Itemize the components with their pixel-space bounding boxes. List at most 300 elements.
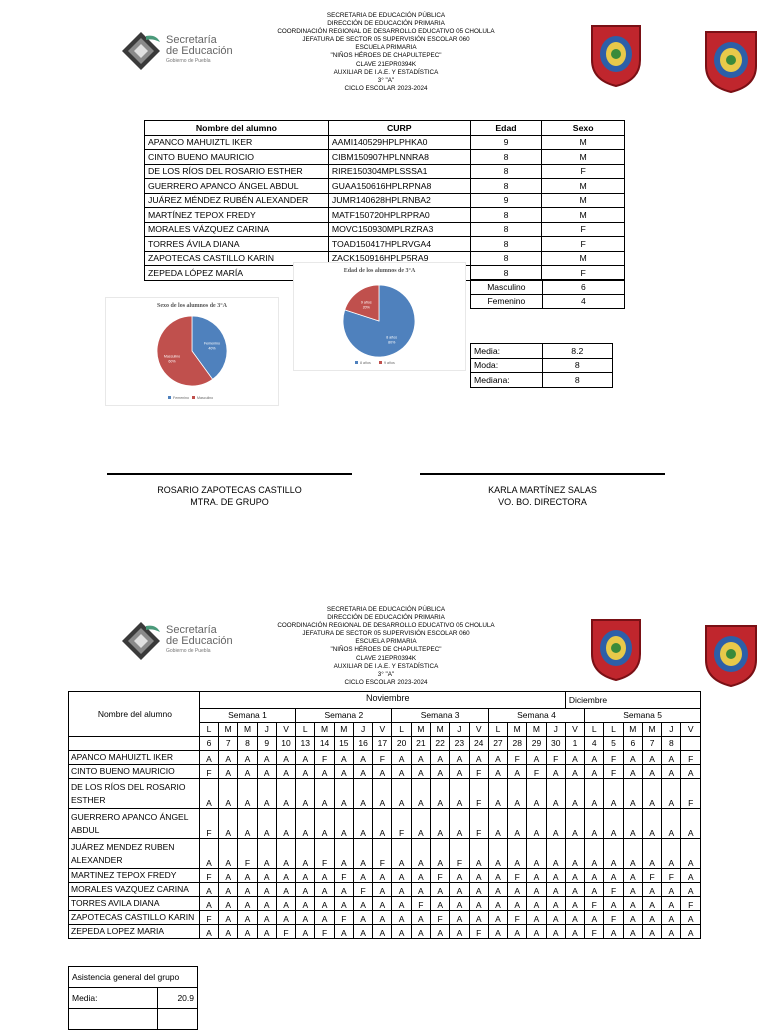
student-name: GUERRERO APANCO ÁNGEL ABDUL xyxy=(145,179,329,194)
chart-title: Edad de los alumnos de 3°A xyxy=(343,268,416,274)
attendance-mark: A xyxy=(623,883,642,897)
attendance-mark: A xyxy=(219,883,238,897)
day-number: 7 xyxy=(219,737,238,751)
attendance-mark: F xyxy=(392,809,411,839)
age: 8 xyxy=(470,251,542,266)
attendance-mark: A xyxy=(238,925,257,939)
day-number: 24 xyxy=(469,737,488,751)
blank-cell xyxy=(681,737,701,751)
attendance-mark: F xyxy=(585,925,604,939)
table-row xyxy=(69,779,701,809)
attendance-mark: F xyxy=(431,911,450,925)
column-header: CURP xyxy=(328,121,470,136)
table-row xyxy=(471,373,613,388)
attendance-mark: A xyxy=(238,779,257,809)
attendance-mark: A xyxy=(373,809,392,839)
table-row xyxy=(145,135,625,150)
chart-title: Sexo de los alumnos de 3°A xyxy=(157,303,227,309)
attendance-mark: A xyxy=(681,809,701,839)
day-number: 6 xyxy=(199,737,218,751)
day-letter: J xyxy=(662,723,681,737)
attendance-mark: A xyxy=(219,779,238,809)
day-number: 21 xyxy=(411,737,430,751)
age: 8 xyxy=(470,266,542,281)
attendance-mark: A xyxy=(565,839,584,869)
attendance-mark: F xyxy=(373,751,392,765)
student-name: DE LOS RÍOS DEL ROSARIO ESTHER xyxy=(69,779,200,809)
attendance-mark: A xyxy=(431,809,450,839)
attendance-mark: A xyxy=(334,883,353,897)
day-letter: V xyxy=(565,723,584,737)
signature-block xyxy=(420,484,665,508)
attendance-mark: A xyxy=(662,765,681,779)
header-line: ESCUELA PRIMARIA xyxy=(355,44,417,52)
legend-entry: 8 años xyxy=(360,361,371,365)
day-letter: L xyxy=(604,723,623,737)
attendance-mark: A xyxy=(488,925,507,939)
attendance-mark: F xyxy=(585,897,604,911)
attendance-mark: A xyxy=(642,809,661,839)
curp: TOAD150417HPLRVGA4 xyxy=(328,237,470,252)
attendance-mark: A xyxy=(219,925,238,939)
day-number: 15 xyxy=(334,737,353,751)
attendance-mark: A xyxy=(411,765,430,779)
attendance-mark: A xyxy=(411,925,430,939)
table-row xyxy=(145,150,625,165)
attendance-mark: A xyxy=(315,911,334,925)
attendance-mark: A xyxy=(238,765,257,779)
attendance-mark: A xyxy=(392,839,411,869)
attendance-mark: A xyxy=(257,869,276,883)
attendance-mark: A xyxy=(219,765,238,779)
table-row xyxy=(69,839,701,869)
student-name: CINTO BUENO MAURICIO xyxy=(145,150,329,165)
attendance-mark: A xyxy=(334,765,353,779)
attendance-mark: A xyxy=(565,809,584,839)
attendance-mark: A xyxy=(315,809,334,839)
pie-data-label: 80% xyxy=(388,340,396,345)
week-label: Semana 3 xyxy=(392,709,488,723)
day-letter: L xyxy=(392,723,411,737)
attendance-mark: A xyxy=(373,925,392,939)
attendance-mark: F xyxy=(508,869,527,883)
day-number: 27 xyxy=(488,737,507,751)
attendance-mark: A xyxy=(392,911,411,925)
sep-logo-mark-icon xyxy=(120,30,160,70)
table-header-row xyxy=(145,121,625,136)
stat-label: Moda: xyxy=(471,358,543,373)
attendance-mark: A xyxy=(315,897,334,911)
attendance-mark: A xyxy=(681,839,701,869)
month-cell-dec: Diciembre xyxy=(565,692,700,709)
attendance-mark: A xyxy=(469,839,488,869)
sex-count-table xyxy=(470,279,625,309)
attendance-mark: F xyxy=(199,765,218,779)
attendance-mark: A xyxy=(238,883,257,897)
attendance-mark: A xyxy=(353,869,372,883)
signature-block xyxy=(107,484,352,508)
table-row xyxy=(69,897,701,911)
blank-cell xyxy=(69,737,200,751)
student-name: JUÁREZ MÉNDEZ RUBÉN ALEXANDER xyxy=(145,193,329,208)
attendance-mark: A xyxy=(642,897,661,911)
attendance-mark: A xyxy=(527,809,546,839)
attendance-mark: F xyxy=(642,869,661,883)
pie-data-label: 40% xyxy=(208,346,216,351)
attendance-mark: A xyxy=(681,765,701,779)
table-row xyxy=(145,237,625,252)
attendance-mark: A xyxy=(353,779,372,809)
attendance-mark: A xyxy=(604,897,623,911)
table-row xyxy=(145,222,625,237)
attendance-mark: A xyxy=(315,779,334,809)
general-attendance-title: Asistencia general del grupo xyxy=(69,967,198,988)
day-number: 8 xyxy=(662,737,681,751)
attendance-mark: A xyxy=(219,809,238,839)
header-line: DIRECCIÓN DE EDUCACIÓN PRIMARIA xyxy=(327,614,445,622)
column-header: Nombre del alumno xyxy=(69,692,200,737)
age: 8 xyxy=(470,208,542,223)
attendance-mark: F xyxy=(315,925,334,939)
attendance-mark: A xyxy=(219,839,238,869)
sex-pie-chart xyxy=(106,298,278,405)
age: 8 xyxy=(470,237,542,252)
attendance-mark: A xyxy=(527,779,546,809)
attendance-mark: A xyxy=(450,751,469,765)
day-number: 16 xyxy=(353,737,372,751)
attendance-mark: A xyxy=(642,883,661,897)
attendance-mark: A xyxy=(585,883,604,897)
attendance-mark: A xyxy=(373,779,392,809)
attendance-mark: A xyxy=(276,809,295,839)
general-attendance-table xyxy=(68,966,198,1030)
column-header: Sexo xyxy=(542,121,625,136)
attendance-mark: A xyxy=(488,809,507,839)
attendance-mark: A xyxy=(488,751,507,765)
header-line: 3° "A" xyxy=(377,670,395,678)
attendance-mark: A xyxy=(681,911,701,925)
header-line: SECRETARIA DE EDUCACIÓN PÚBLICA xyxy=(326,12,446,19)
table-row xyxy=(145,193,625,208)
attendance-mark: A xyxy=(469,911,488,925)
attendance-mark: A xyxy=(276,883,295,897)
attendance-mark: F xyxy=(469,925,488,939)
attendance-mark: A xyxy=(642,765,661,779)
header-line: AUXILIAR DE I.A.E. Y ESTADÍSTICA xyxy=(333,662,439,670)
curp: RIRE150304MPLSSSA1 xyxy=(328,164,470,179)
day-number-row xyxy=(69,737,701,751)
student-name: ZAPOTECAS CASTILLO KARIN xyxy=(69,911,200,925)
attendance-mark: F xyxy=(199,911,218,925)
header-line: AUXILIAR DE I.A.E. Y ESTADÍSTICA xyxy=(333,68,439,76)
stat-value: 20.9 xyxy=(158,988,198,1009)
signature-line xyxy=(107,473,352,475)
table-row xyxy=(69,809,701,839)
attendance-mark: A xyxy=(662,809,681,839)
attendance-mark: F xyxy=(469,809,488,839)
attendance-mark: A xyxy=(508,925,527,939)
sex: M xyxy=(542,193,625,208)
sex: M xyxy=(542,208,625,223)
attendance-mark: A xyxy=(296,883,315,897)
student-name: MORALES VAZQUEZ CARINA xyxy=(69,883,200,897)
age: 8 xyxy=(470,179,542,194)
student-name: CINTO BUENO MAURICIO xyxy=(69,765,200,779)
attendance-mark: A xyxy=(353,765,372,779)
attendance-mark: A xyxy=(450,883,469,897)
age: 8 xyxy=(470,150,542,165)
school-seal-icon xyxy=(588,22,644,88)
day-letter: M xyxy=(431,723,450,737)
sex: M xyxy=(542,150,625,165)
attendance-mark: A xyxy=(527,925,546,939)
day-number: 8 xyxy=(238,737,257,751)
attendance-mark: A xyxy=(199,925,218,939)
day-number: 29 xyxy=(527,737,546,751)
attendance-mark: A xyxy=(604,779,623,809)
legend-entry: 9 años xyxy=(384,361,395,365)
legend-swatch xyxy=(192,396,195,399)
attendance-mark: A xyxy=(296,925,315,939)
month-cell-nov xyxy=(199,692,565,709)
attendance-mark: A xyxy=(411,883,430,897)
header-line: COORDINACIÓN REGIONAL DE DESARROLLO EDUCATIVO 05 CHOLULA xyxy=(277,622,495,630)
header-line: CLAVE 21EPR0394K xyxy=(355,60,417,68)
header-line: DIRECCIÓN DE EDUCACIÓN PRIMARIA xyxy=(327,20,445,28)
attendance-mark: F xyxy=(373,839,392,869)
attendance-mark: A xyxy=(546,883,565,897)
attendance-mark: A xyxy=(431,925,450,939)
attendance-mark: A xyxy=(488,883,507,897)
attendance-mark: A xyxy=(508,809,527,839)
attendance-mark: A xyxy=(276,779,295,809)
attendance-mark: F xyxy=(527,765,546,779)
attendance-mark: F xyxy=(546,751,565,765)
attendance-mark: A xyxy=(219,897,238,911)
logo-line1: Secretaría xyxy=(166,624,217,636)
attendance-mark: A xyxy=(623,897,642,911)
attendance-mark: F xyxy=(334,869,353,883)
table-row xyxy=(145,179,625,194)
table-row xyxy=(69,988,198,1009)
table-row xyxy=(69,967,198,988)
attendance-mark: A xyxy=(604,869,623,883)
attendance-mark: A xyxy=(392,897,411,911)
student-name: ZEPEDA LOPEZ MARIA xyxy=(69,925,200,939)
attendance-mark: A xyxy=(508,765,527,779)
attendance-mark: A xyxy=(296,869,315,883)
sex: M xyxy=(542,135,625,150)
header-line: 3° "A" xyxy=(377,76,395,84)
attendance-mark: A xyxy=(431,897,450,911)
sex-count: 4 xyxy=(542,294,624,309)
attendance-mark: A xyxy=(431,839,450,869)
day-letter: L xyxy=(199,723,218,737)
attendance-mark: A xyxy=(527,869,546,883)
attendance-mark: A xyxy=(334,925,353,939)
attendance-mark: F xyxy=(604,911,623,925)
pie-data-label: Femenino xyxy=(203,341,220,346)
attendance-mark: A xyxy=(565,751,584,765)
pie-data-label: 8 años xyxy=(386,335,398,340)
sep-logo-mark-icon xyxy=(120,620,160,660)
attendance-mark: A xyxy=(585,839,604,869)
attendance-mark: A xyxy=(604,839,623,869)
day-letter: L xyxy=(296,723,315,737)
sex-label: Femenino xyxy=(471,294,543,309)
attendance-mark: A xyxy=(411,809,430,839)
attendance-mark: A xyxy=(238,751,257,765)
attendance-mark: A xyxy=(257,809,276,839)
attendance-mark: A xyxy=(296,809,315,839)
attendance-mark: A xyxy=(373,883,392,897)
attendance-mark: A xyxy=(565,779,584,809)
legend-entry: Femenino xyxy=(173,396,189,400)
attendance-mark: A xyxy=(585,869,604,883)
day-letter: L xyxy=(585,723,604,737)
attendance-mark: F xyxy=(508,751,527,765)
attendance-mark: A xyxy=(488,839,507,869)
attendance-mark: A xyxy=(450,925,469,939)
stat-label: Media: xyxy=(69,988,158,1009)
attendance-mark: A xyxy=(276,839,295,869)
attendance-mark: A xyxy=(411,869,430,883)
attendance-mark: A xyxy=(334,809,353,839)
signature-line xyxy=(420,473,665,475)
attendance-mark: F xyxy=(315,751,334,765)
table-row xyxy=(69,765,701,779)
week-label: Semana 2 xyxy=(296,709,392,723)
attendance-mark: A xyxy=(450,765,469,779)
attendance-mark: A xyxy=(334,779,353,809)
curp: ZACK150916HPLP5RA9 xyxy=(328,251,470,266)
student-name: MARTÍNEZ TEPOX FREDY xyxy=(145,208,329,223)
sep-logo-text xyxy=(166,35,233,65)
student-name: TORRES AVILA DIANA xyxy=(69,897,200,911)
attendance-mark: A xyxy=(527,883,546,897)
day-number: 30 xyxy=(546,737,565,751)
sex: F xyxy=(542,237,625,252)
attendance-mark: A xyxy=(219,869,238,883)
stat-value: 8 xyxy=(542,358,612,373)
student-name: TORRES ÁVILA DIANA xyxy=(145,237,329,252)
sex: F xyxy=(542,266,625,281)
age-pie-chart xyxy=(294,263,465,370)
attendance-mark: A xyxy=(508,839,527,869)
attendance-mark: A xyxy=(681,925,701,939)
attendance-mark: A xyxy=(431,751,450,765)
stat-label xyxy=(69,1009,158,1030)
attendance-mark: A xyxy=(431,883,450,897)
attendance-mark: A xyxy=(353,911,372,925)
table-row xyxy=(69,925,701,939)
attendance-mark: A xyxy=(373,765,392,779)
sex: F xyxy=(542,222,625,237)
pie-data-label: 9 años xyxy=(360,300,372,305)
day-letter: L xyxy=(488,723,507,737)
attendance-mark: A xyxy=(411,911,430,925)
attendance-mark: A xyxy=(199,883,218,897)
student-name: ZEPEDA LÓPEZ MARÍA xyxy=(145,266,329,281)
attendance-mark: A xyxy=(662,897,681,911)
attendance-mark: A xyxy=(488,869,507,883)
attendance-mark: A xyxy=(642,911,661,925)
day-number: 9 xyxy=(257,737,276,751)
attendance-mark: A xyxy=(257,779,276,809)
day-letter: M xyxy=(508,723,527,737)
pie-svg xyxy=(106,298,278,405)
attendance-mark: A xyxy=(565,897,584,911)
table-row xyxy=(145,164,625,179)
day-number: 17 xyxy=(373,737,392,751)
document-header xyxy=(250,12,522,93)
school-seal-icon xyxy=(588,616,644,682)
attendance-mark: A xyxy=(334,897,353,911)
student-name: DE LOS RÍOS DEL ROSARIO ESTHER xyxy=(145,164,329,179)
stat-value: 8 xyxy=(542,373,612,388)
attendance-mark: A xyxy=(623,839,642,869)
day-letter: V xyxy=(373,723,392,737)
attendance-mark: A xyxy=(276,869,295,883)
attendance-mark: A xyxy=(527,751,546,765)
curp: JUMR140628HPLRNBA2 xyxy=(328,193,470,208)
week-label: Semana 1 xyxy=(199,709,295,723)
attendance-mark: A xyxy=(585,911,604,925)
header-line: ESCUELA PRIMARIA xyxy=(355,638,417,646)
attendance-mark: A xyxy=(276,751,295,765)
day-number: 22 xyxy=(431,737,450,751)
attendance-mark: A xyxy=(642,779,661,809)
attendance-mark: F xyxy=(681,779,701,809)
stat-value xyxy=(158,1009,198,1030)
column-header: Edad xyxy=(470,121,542,136)
attendance-mark: A xyxy=(565,765,584,779)
attendance-mark: A xyxy=(392,883,411,897)
attendance-mark: A xyxy=(199,839,218,869)
logo-line3: Gobierno de Puebla xyxy=(166,648,211,654)
day-number: 14 xyxy=(315,737,334,751)
attendance-mark: A xyxy=(219,751,238,765)
column-header: Nombre del alumno xyxy=(145,121,329,136)
attendance-mark: A xyxy=(527,839,546,869)
attendance-mark: A xyxy=(450,897,469,911)
pie-data-label: Masculino xyxy=(163,354,181,359)
attendance-mark: A xyxy=(392,765,411,779)
attendance-mark: A xyxy=(546,839,565,869)
table-row xyxy=(69,751,701,765)
attendance-mark: A xyxy=(527,897,546,911)
sex: F xyxy=(542,164,625,179)
attendance-mark: A xyxy=(681,869,701,883)
attendance-mark: A xyxy=(276,765,295,779)
attendance-mark: A xyxy=(508,779,527,809)
attendance-mark: A xyxy=(219,911,238,925)
attendance-mark: A xyxy=(199,897,218,911)
day-letter: J xyxy=(353,723,372,737)
table-row xyxy=(471,280,625,295)
day-letter: M xyxy=(219,723,238,737)
week-label: Semana 4 xyxy=(488,709,584,723)
attendance-mark: A xyxy=(565,869,584,883)
attendance-mark: A xyxy=(604,925,623,939)
curp: MOVC150930MPLRZRA3 xyxy=(328,222,470,237)
month-row xyxy=(69,692,701,709)
stat-label: Mediana: xyxy=(471,373,543,388)
attendance-mark: A xyxy=(623,869,642,883)
header-line: SECRETARIA DE EDUCACIÓN PÚBLICA xyxy=(326,606,446,613)
day-number: 13 xyxy=(296,737,315,751)
attendance-mark: A xyxy=(585,809,604,839)
